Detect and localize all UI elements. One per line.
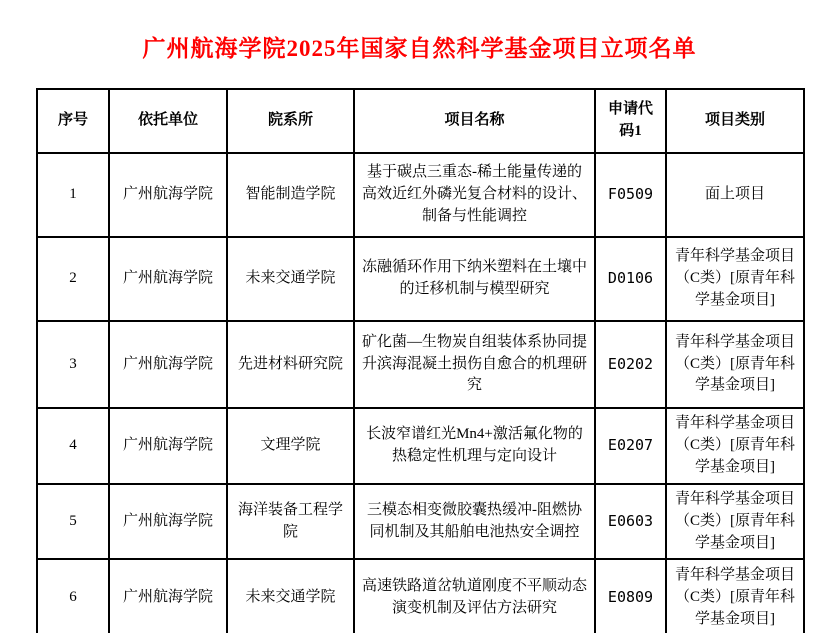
- cell-category: 青年科学基金项目（C类）[原青年科学基金项目]: [666, 559, 804, 633]
- cell-org: 广州航海学院: [109, 408, 227, 484]
- cell-dept: 智能制造学院: [227, 153, 354, 237]
- cell-code: E0207: [595, 408, 666, 484]
- cell-dept: 文理学院: [227, 408, 354, 484]
- cell-seq: 4: [37, 408, 109, 484]
- grant-projects-table: [36, 88, 805, 633]
- cell-org: 广州航海学院: [109, 484, 227, 559]
- cell-dept: 未来交通学院: [227, 237, 354, 321]
- column-header-dept: 院系所: [227, 89, 354, 153]
- cell-dept: 未来交通学院: [227, 559, 354, 633]
- table-row: [37, 408, 804, 484]
- cell-category: 青年科学基金项目（C类）[原青年科学基金项目]: [666, 408, 804, 484]
- cell-project-name: 长波窄谱红光Mn4+激活氟化物的热稳定性机理与定向设计: [354, 408, 595, 484]
- cell-code: E0809: [595, 559, 666, 633]
- cell-org: 广州航海学院: [109, 153, 227, 237]
- cell-category: 面上项目: [666, 153, 804, 237]
- cell-project-name: 矿化菌—生物炭自组装体系协同提升滨海混凝土损伤自愈合的机理研究: [354, 321, 595, 408]
- cell-project-name: 冻融循环作用下纳米塑料在土壤中的迁移机制与模型研究: [354, 237, 595, 321]
- cell-code: E0202: [595, 321, 666, 408]
- cell-project-name: 三模态相变微胶囊热缓冲-阻燃协同机制及其船舶电池热安全调控: [354, 484, 595, 559]
- cell-category: 青年科学基金项目（C类）[原青年科学基金项目]: [666, 321, 804, 408]
- cell-project-name: 基于碳点三重态-稀土能量传递的高效近红外磷光复合材料的设计、制备与性能调控: [354, 153, 595, 237]
- table-row: [37, 321, 804, 408]
- cell-dept: 先进材料研究院: [227, 321, 354, 408]
- cell-project-name: 高速铁路道岔轨道刚度不平顺动态演变机制及评估方法研究: [354, 559, 595, 633]
- column-header-code: 申请代码1: [595, 89, 666, 153]
- column-header-org: 依托单位: [109, 89, 227, 153]
- cell-seq: 1: [37, 153, 109, 237]
- column-header-seq: 序号: [37, 89, 109, 153]
- cell-seq: 2: [37, 237, 109, 321]
- cell-org: 广州航海学院: [109, 237, 227, 321]
- cell-code: F0509: [595, 153, 666, 237]
- cell-code: D0106: [595, 237, 666, 321]
- cell-seq: 5: [37, 484, 109, 559]
- page-title: 广州航海学院2025年国家自然科学基金项目立项名单: [142, 36, 697, 61]
- cell-org: 广州航海学院: [109, 321, 227, 408]
- table-header-row: [37, 89, 804, 153]
- cell-dept: 海洋装备工程学院: [227, 484, 354, 559]
- column-header-category: 项目类别: [666, 89, 804, 153]
- table-row: [37, 484, 804, 559]
- column-header-name: 项目名称: [354, 89, 595, 153]
- cell-seq: 3: [37, 321, 109, 408]
- cell-code: E0603: [595, 484, 666, 559]
- table-row: [37, 153, 804, 237]
- cell-org: 广州航海学院: [109, 559, 227, 633]
- table-row: [37, 559, 804, 633]
- cell-seq: 6: [37, 559, 109, 633]
- table-row: [37, 237, 804, 321]
- cell-category: 青年科学基金项目（C类）[原青年科学基金项目]: [666, 237, 804, 321]
- cell-category: 青年科学基金项目（C类）[原青年科学基金项目]: [666, 484, 804, 559]
